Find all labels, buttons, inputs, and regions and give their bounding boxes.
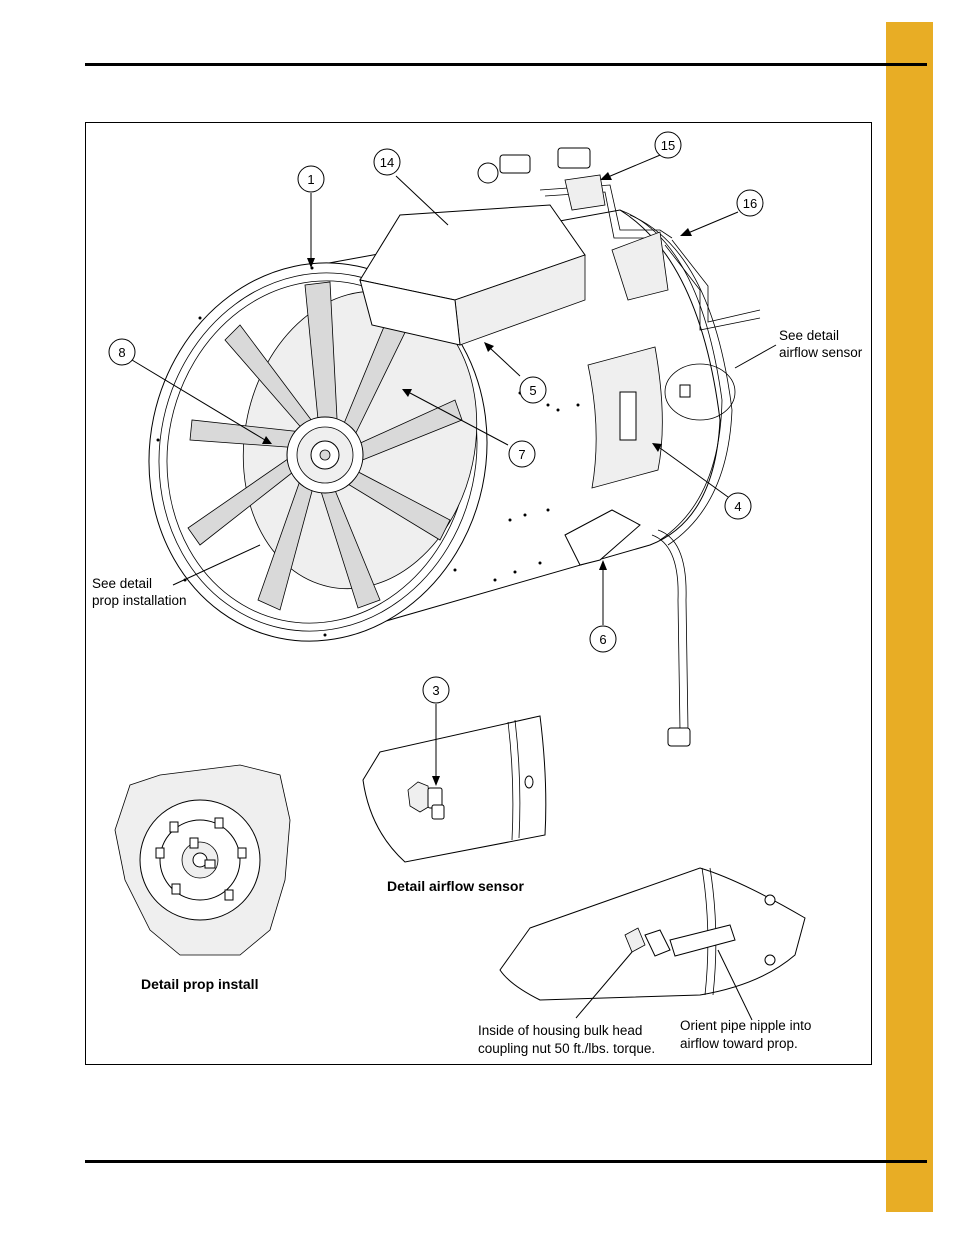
callout-15 [655, 132, 681, 158]
callout-15-number: 15 [660, 138, 676, 153]
fan-assembly-illustration [114, 148, 760, 746]
airflow-sensor-note-line1: See detail [779, 328, 840, 343]
pipe-nipple-note-line1: Orient pipe nipple into [680, 1018, 812, 1033]
callout-3 [423, 677, 449, 703]
callout-5-number: 5 [529, 383, 537, 398]
callout-7-number: 7 [518, 447, 526, 462]
detail-airflow-sensor-illustration [363, 716, 546, 862]
bulkhead-note-line1: Inside of housing bulk head [478, 1023, 643, 1038]
callout-16 [737, 190, 763, 216]
callout-7 [509, 441, 535, 467]
callout-8 [109, 339, 135, 365]
callout-3-number: 3 [432, 683, 440, 698]
detail-pipe-nipple-illustration [500, 868, 805, 1000]
caption-detail-airflow-sensor: Detail airflow sensor [387, 878, 524, 894]
callout-4-number: 4 [734, 499, 742, 514]
callout-8-number: 8 [118, 345, 126, 360]
callout-1 [298, 166, 324, 192]
callout-6-number: 6 [599, 632, 607, 647]
callout-5 [520, 377, 546, 403]
pipe-nipple-note-line2: airflow toward prop. [680, 1036, 798, 1051]
callout-1-number: 1 [307, 172, 315, 187]
detail-prop-install-illustration [115, 765, 290, 955]
callout-6 [590, 626, 616, 652]
airflow-sensor-note-line2: airflow sensor [779, 345, 863, 360]
callout-16-number: 16 [742, 196, 758, 211]
caption-detail-prop-install: Detail prop install [141, 976, 259, 992]
callout-14-number: 14 [379, 155, 395, 170]
callout-4 [725, 493, 751, 519]
prop-install-note-line1: See detail [92, 576, 153, 591]
bulkhead-note-line2: coupling nut 50 ft./lbs. torque. [478, 1041, 656, 1056]
callout-14 [374, 149, 400, 175]
prop-install-note-line2: prop installation [92, 593, 187, 608]
